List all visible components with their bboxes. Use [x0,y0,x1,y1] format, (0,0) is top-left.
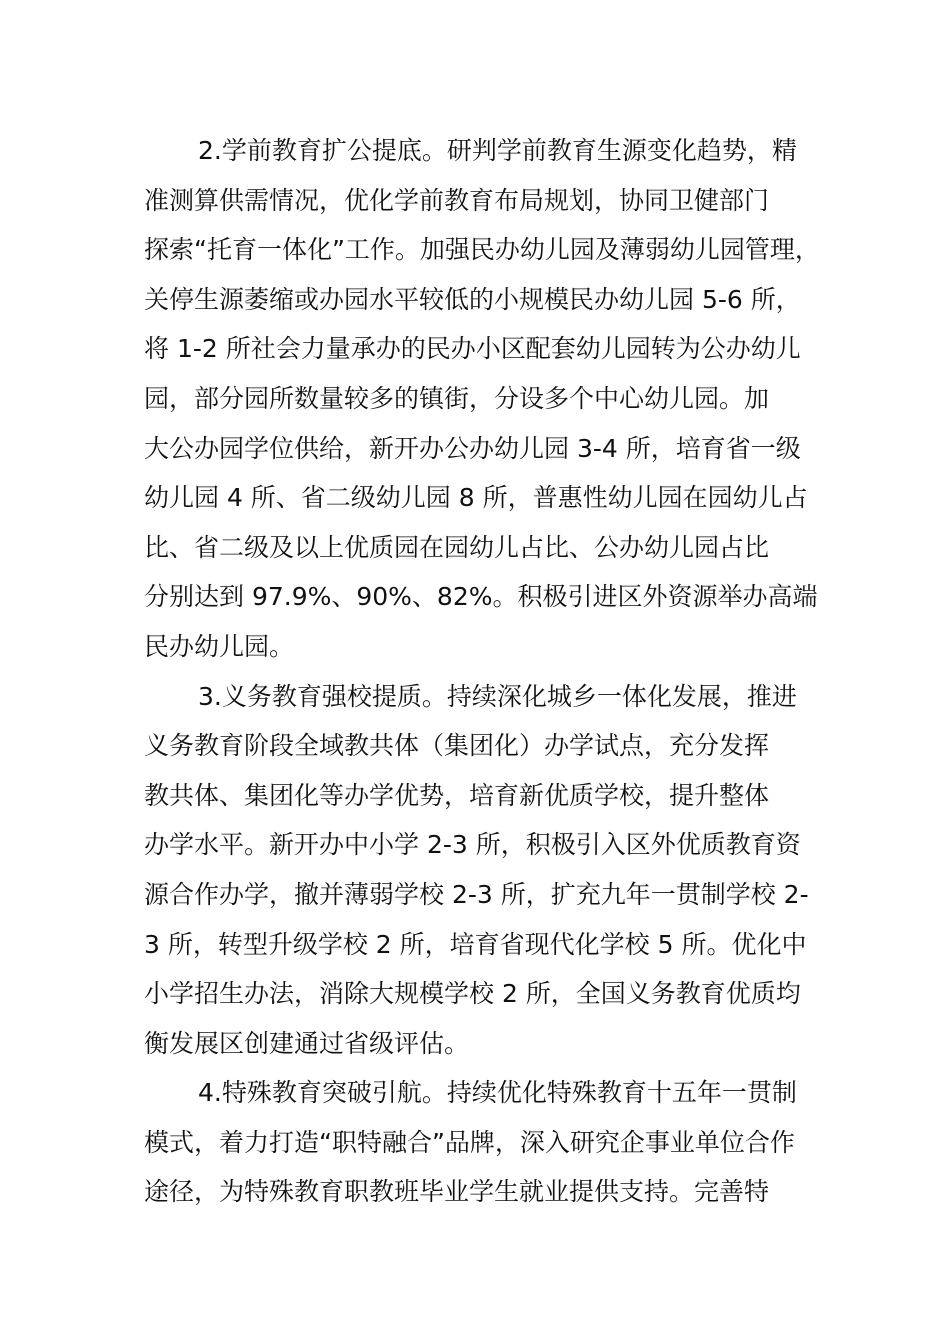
text-line: 3.义务教育强校提质。持续深化城乡一体化发展，推进 [198,681,797,711]
text-line: 义务教育阶段全域教共体（集团化）办学试点，充分发挥 [144,731,770,761]
text-line: 源合作办学，撤并薄弱学校 2-3 所，扩充九年一贯制学校 2- [144,879,809,909]
document-body [144,126,820,1217]
text-line: 园，部分园所数量较多的镇街，分设多个中心幼儿园。加 [144,383,770,413]
text-line: 途径，为特殊教育职教班毕业学生就业提供支持。完善特 [144,1177,770,1207]
text-line: 小学招生办法，消除大规模学校 2 所，全国义务教育优质均 [144,979,801,1009]
text-line: 探索“托育一体化”工作。加强民办幼儿园及薄弱幼儿园管理， [144,235,820,265]
text-line: 4.特殊教育突破引航。持续优化特殊教育十五年一贯制 [198,1078,797,1108]
text-line: 衡发展区创建通过省级评估。 [144,1028,470,1058]
text-line: 关停生源萎缩或办园水平较低的小规模民办幼儿园 5-6 所， [144,284,801,314]
text-line: 民办幼儿园。 [144,631,295,661]
text-line: 准测算供需情况，优化学前教育布局规划，协同卫健部门 [144,185,770,215]
text-line: 2.学前教育扩公提底。研判学前教育生源变化趋势，精 [198,136,797,165]
paragraph-preschool-education [144,126,820,672]
text-line: 大公办园学位供给，新开办公办幼儿园 3-4 所，培育省一级 [144,433,801,463]
text-line: 模式，着力打造“职特融合”品牌，深入研究企事业单位合作 [144,1127,795,1157]
text-line: 分别达到 97.9%、90%、82%。积极引进区外资源举办高端 [144,582,818,612]
text-line: 办学水平。新开办中小学 2-3 所，积极引入区外优质教育资 [144,830,801,860]
text-line: 比、省二级及以上优质园在园幼儿占比、公办幼儿园占比 [144,532,770,562]
paragraph-special-education [144,1068,812,1217]
text-line: 教共体、集团化等办学优势，培育新优质学校，提升整体 [144,780,770,810]
text-line: 幼儿园 4 所、省二级幼儿园 8 所，普惠性幼儿园在园幼儿占 [144,483,808,513]
paragraph-compulsory-education [144,672,812,1069]
text-line: 3 所，转型升级学校 2 所，培育省现代化学校 5 所。优化中 [144,929,807,959]
text-line: 将 1-2 所社会力量承办的民办小区配套幼儿园转为公办幼儿 [144,334,801,364]
